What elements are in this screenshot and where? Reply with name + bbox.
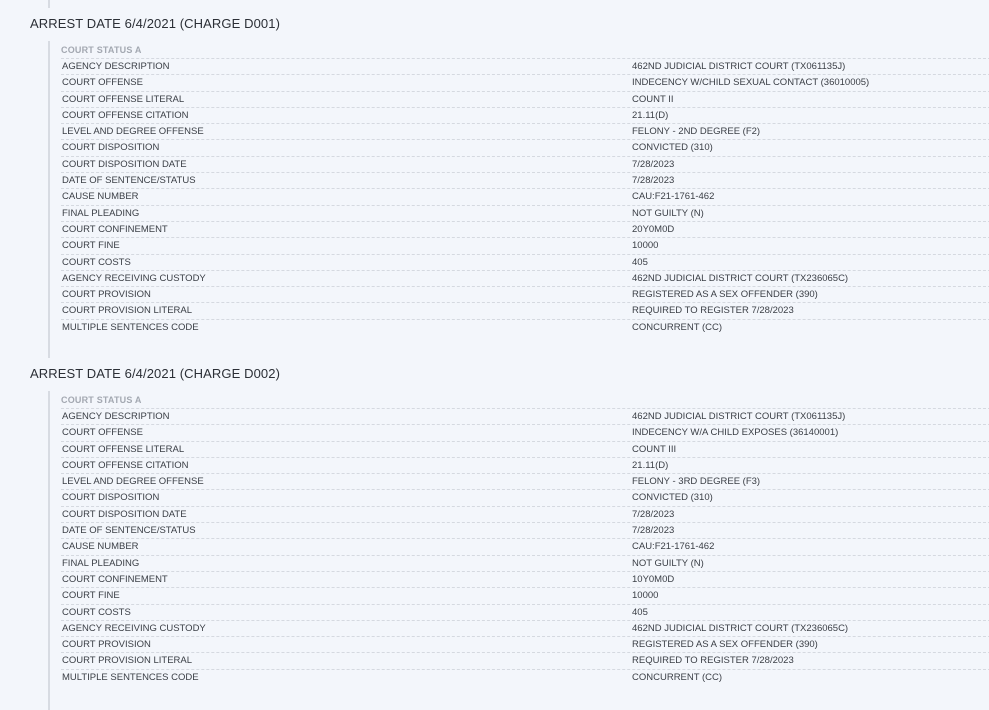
field-label: COURT DISPOSITION: [62, 142, 160, 154]
table-row: [61, 221, 989, 237]
table-row: [61, 91, 989, 107]
field-label: COURT OFFENSE LITERAL: [62, 93, 185, 105]
field-label: CAUSE NUMBER: [62, 541, 139, 553]
field-label: LEVEL AND DEGREE OFFENSE: [62, 476, 204, 488]
field-label: COURT OFFENSE: [62, 427, 143, 439]
field-value: FELONY - 2ND DEGREE (F2): [632, 126, 761, 138]
field-value: 7/28/2023: [632, 525, 675, 537]
table-row: [61, 538, 989, 554]
field-label: FINAL PLEADING: [62, 207, 140, 219]
court-status-block: [48, 41, 989, 358]
field-value: REGISTERED AS A SEX OFFENDER (390): [632, 639, 818, 651]
field-value: 21.11(D): [632, 459, 669, 471]
table-row: [61, 188, 989, 204]
field-label: COURT OFFENSE CITATION: [62, 109, 189, 121]
table-row: [61, 58, 989, 74]
field-value: COUNT II: [632, 93, 674, 105]
table-row: [61, 604, 989, 620]
field-label: COURT DISPOSITION: [62, 492, 160, 504]
charge-section-title: ARREST DATE 6/4/2021 (CHARGE D002): [30, 366, 281, 381]
table-row: [61, 424, 989, 440]
field-value: 10000: [632, 590, 659, 602]
section-rail-top: [48, 0, 50, 8]
field-value: REGISTERED AS A SEX OFFENDER (390): [632, 289, 818, 301]
table-row: [61, 587, 989, 603]
table-row: [61, 522, 989, 538]
table-row: [61, 489, 989, 505]
field-label: AGENCY DESCRIPTION: [62, 411, 170, 422]
field-label: LEVEL AND DEGREE OFFENSE: [62, 126, 204, 138]
field-value: 21.11(D): [632, 109, 669, 121]
field-label: COURT OFFENSE LITERAL: [62, 443, 185, 455]
court-status-label: COURT STATUS A: [61, 395, 142, 405]
field-value: 7/28/2023: [632, 175, 675, 187]
field-label: AGENCY RECEIVING CUSTODY: [62, 272, 206, 284]
field-value: CONVICTED (310): [632, 142, 713, 154]
field-value: CAU:F21-1761-462: [632, 191, 715, 203]
court-status-block: [48, 391, 989, 710]
table-row: [61, 652, 989, 668]
field-label: COURT DISPOSITION DATE: [62, 158, 187, 170]
field-value: REQUIRED TO REGISTER 7/28/2023: [632, 305, 794, 317]
field-label: COURT PROVISION LITERAL: [62, 655, 193, 667]
field-value: 462ND JUDICIAL DISTRICT COURT (TX236065C): [632, 622, 849, 634]
field-value: 10Y0M0D: [632, 573, 675, 585]
table-row: [61, 506, 989, 522]
field-value: COUNT III: [632, 443, 677, 455]
table-row: [61, 473, 989, 489]
court-status-table: [61, 408, 989, 685]
table-row: [61, 457, 989, 473]
field-value: CAU:F21-1761-462: [632, 541, 715, 553]
field-value: 7/28/2023: [632, 508, 675, 520]
charge-section-title: ARREST DATE 6/4/2021 (CHARGE D001): [30, 16, 281, 31]
field-value: NOT GUILTY (N): [632, 207, 704, 219]
table-row: [61, 620, 989, 636]
table-row: [61, 286, 989, 302]
table-row: [61, 441, 989, 457]
field-value: 405: [632, 606, 648, 618]
charge-section: [0, 366, 989, 710]
field-label: COURT OFFENSE CITATION: [62, 459, 189, 471]
table-row: [61, 172, 989, 188]
court-status-table: [61, 58, 989, 335]
field-value: NOT GUILTY (N): [632, 557, 704, 569]
field-label: COURT COSTS: [62, 606, 131, 618]
charge-section: [0, 16, 989, 358]
table-row: [61, 319, 989, 335]
table-row: [61, 636, 989, 652]
field-value: 10000: [632, 240, 659, 252]
field-label: COURT COSTS: [62, 256, 131, 268]
field-value: CONCURRENT (CC): [632, 671, 723, 683]
field-value: CONCURRENT (CC): [632, 321, 723, 333]
table-row: [61, 408, 989, 424]
table-row: [61, 270, 989, 286]
field-value: CONVICTED (310): [632, 492, 713, 504]
field-label: COURT DISPOSITION DATE: [62, 508, 187, 520]
table-row: [61, 571, 989, 587]
field-label: COURT CONFINEMENT: [62, 223, 168, 235]
table-row: [61, 139, 989, 155]
field-value: 7/28/2023: [632, 158, 675, 170]
table-row: [61, 107, 989, 123]
field-label: AGENCY DESCRIPTION: [62, 61, 170, 72]
field-value: 20Y0M0D: [632, 223, 675, 235]
field-label: COURT PROVISION: [62, 289, 151, 301]
field-label: COURT PROVISION LITERAL: [62, 305, 193, 317]
field-value: INDECENCY W/A CHILD EXPOSES (36140001): [632, 427, 839, 439]
field-label: COURT FINE: [62, 590, 120, 602]
field-value: FELONY - 3RD DEGREE (F3): [632, 476, 761, 488]
field-label: COURT PROVISION: [62, 639, 151, 651]
table-row: [61, 302, 989, 318]
table-row: [61, 237, 989, 253]
field-value: 462ND JUDICIAL DISTRICT COURT (TX236065C): [632, 272, 849, 284]
table-row: [61, 669, 989, 685]
table-row: [61, 156, 989, 172]
field-label: MULTIPLE SENTENCES CODE: [62, 321, 199, 333]
table-row: [61, 254, 989, 270]
field-label: COURT CONFINEMENT: [62, 573, 168, 585]
field-label: COURT OFFENSE: [62, 77, 143, 89]
table-row: [61, 74, 989, 90]
field-label: COURT FINE: [62, 240, 120, 252]
field-value: INDECENCY W/CHILD SEXUAL CONTACT (36010005): [632, 77, 870, 89]
field-value: 462ND JUDICIAL DISTRICT COURT (TX061135J): [632, 411, 846, 422]
field-label: CAUSE NUMBER: [62, 191, 139, 203]
field-label: FINAL PLEADING: [62, 557, 140, 569]
field-value: 462ND JUDICIAL DISTRICT COURT (TX061135J): [632, 61, 846, 72]
table-row: [61, 555, 989, 571]
field-label: AGENCY RECEIVING CUSTODY: [62, 622, 206, 634]
field-value: REQUIRED TO REGISTER 7/28/2023: [632, 655, 794, 667]
field-label: MULTIPLE SENTENCES CODE: [62, 671, 199, 683]
field-value: 405: [632, 256, 648, 268]
court-status-label: COURT STATUS A: [61, 45, 142, 55]
field-label: DATE OF SENTENCE/STATUS: [62, 175, 196, 187]
table-row: [61, 205, 989, 221]
field-label: DATE OF SENTENCE/STATUS: [62, 525, 196, 537]
table-row: [61, 123, 989, 139]
